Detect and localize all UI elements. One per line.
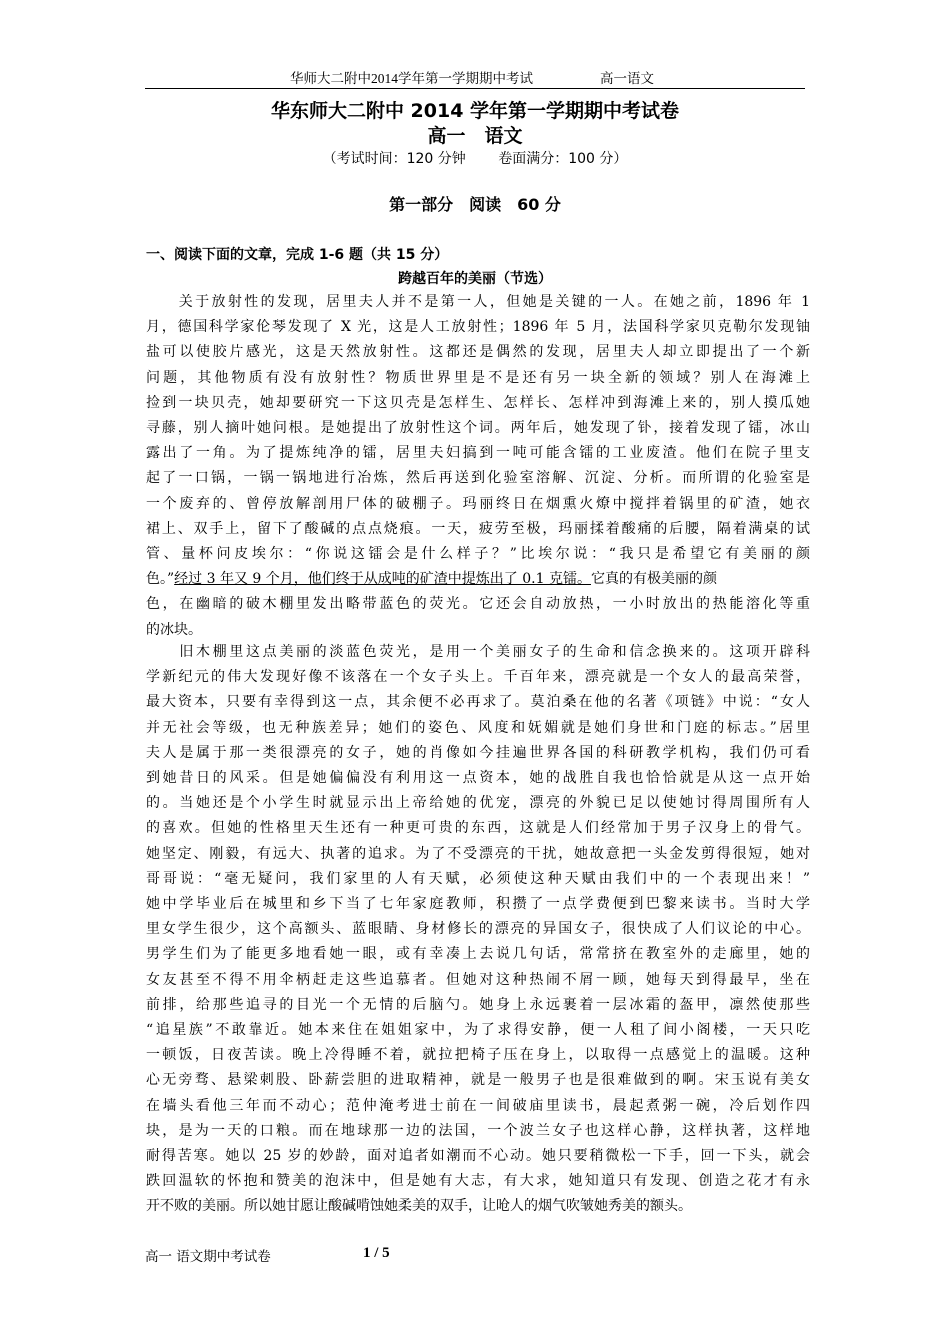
text-line: 问题，其他物质有没有放射性？物质世界里是不是还有另一块全新的领域？别人在海滩上	[146, 369, 810, 386]
exam-score: 卷面满分：100 分）	[498, 151, 628, 167]
text-line: 学新纪元的伟大发现好像不该落在一个女子头上。千百年来，漂亮就是一个女人的最高荣誉，	[146, 669, 810, 686]
text-line: 前排，给那些追寻的目光一个无情的后脑勺。她身上永远裹着一层冰霜的盔甲，凛然使那些	[146, 996, 810, 1013]
text-line: 起了一口锅，一锅一锅地进行冶炼，然后再送到化验室溶解、沉淀、分析。而所谓的化验室是	[146, 470, 810, 487]
question-heading: 一、阅读下面的文章，完成 1-6 题（共 15 分）	[146, 247, 449, 263]
text-line: 月，德国科学家伦琴发现了 X 光，这是人工放射性；1896 年 5 月，法国科学家贝克勒尔发现铀	[146, 319, 810, 336]
text-line: 一个废弃的、曾停放解剖用尸体的破棚子。玛丽终日在烟熏火燎中搅拌着锅里的矿渣，她衣	[146, 495, 810, 512]
text-line: 她中学毕业后在城里和乡下当了七年家庭教师，积攒了一点学费便到巴黎来读书。当时大学	[146, 896, 810, 912]
text-line: 里女学生很少，这个高额头、蓝眼睛、身材修长的漂亮的异国女子，很快成了人们议论的中心。	[146, 921, 810, 938]
text-line: 男学生们为了能更多地看她一眼，或有幸凑上去说几句话，常常挤在教室外的走廊里，她的	[146, 946, 810, 963]
exam-info	[0, 148, 950, 168]
exam-time: （考试时间：120 分钟	[322, 151, 466, 167]
text-line: 捡到一块贝壳，她却要研究一下这贝壳是怎样生、怎样长、怎样冲到海滩上来的，别人摸瓜她	[146, 394, 810, 411]
exam-subtitle: 高一 语文	[427, 125, 523, 147]
exam-title: 华东师大二附中 2014 学年第一学期期中考试卷	[270, 100, 680, 122]
text-line: 她坚定、刚毅，有远大、执著的追求。为了不受漂亮的干扰，她故意把一头金发剪得很短，她对	[146, 845, 810, 862]
text-line: 哥哥说：“毫无疑问，我们家里的人有天赋，必须使这种天赋由我们中的一个表现出来！”	[146, 870, 810, 887]
text-line	[146, 567, 810, 592]
underlined-sentence: 经过 3 年又 9 个月，他们终于从成吨的矿渣中提炼出了 0.1 克镭。	[174, 571, 591, 588]
text-line: 块，是为一天的口粮。而在地球那一边的法国，一个波兰女子也这样心静，这样执著，这样地	[146, 1122, 810, 1139]
text-line: 露出了一角。为了提炼纯净的镭，居里夫妇搞到一吨可能含镭的工业废渣。他们在院子里支	[146, 445, 810, 462]
text-line: 夫人是属于那一类很漂亮的女子，她的肖像如今挂遍世界各国的科研教学机构，我们仍可看	[146, 744, 810, 761]
text-line: 管、量杯问皮埃尔：“你说这镭会是什么样子？”比埃尔说：“我只是希望它有美丽的颜	[146, 546, 810, 562]
text-line: 并无社会等级，也无种族差异；她们的姿色、风度和妩媚就是她们身世和门庭的标志。”居里	[146, 719, 810, 736]
text-line: 的。当她还是个小学生时就显示出上帝给她的优宠，漂亮的外貌已足以使她讨得周围所有人	[146, 795, 810, 812]
text-line: 盐可以使胶片感光，这是天然放射性。这都还是偶然的发现，居里夫人却立即提出了一个新	[146, 344, 810, 361]
text-line: 一顿饭，日夜苦读。晚上冷得睡不着，就拉把椅子压在身上，以取得一点感觉上的温暖。这种	[146, 1047, 810, 1064]
text-line: 到她昔日的风采。但是她偏偏没有利用这一点资本，她的战胜自我也恰恰就是从这一点开始	[146, 770, 810, 786]
header-exam-name: 华师大二附中2014学年第一学期期中考试	[290, 71, 533, 86]
text-line: 开不败的美丽。所以她甘愿让酸碱啃蚀她柔美的双手，让呛人的烟气吹皱她秀美的额头。	[146, 1198, 692, 1215]
text-line: “追星族”不敢靠近。她本来住在姐姐家中，为了求得安静，便一人租了间小阁楼，一天只吃	[146, 1022, 810, 1038]
running-header	[145, 64, 805, 89]
text-line: 在墙头看他三年而不动心；范仲淹考进士前在一间破庙里读书，晨起煮粥一碗，冷后划作四	[146, 1097, 810, 1114]
text-line: 女友甚至不得不用伞柄赶走这些追慕者。但她对这种热闹不屑一顾，她每天到得最早，坐在	[146, 971, 810, 988]
text-line: 跌回温软的怀抱和赞美的泡沫中，但是她有大志，有大求，她知道只有发现、创造之花才有永	[146, 1173, 810, 1190]
text-line: 裙上、双手上，留下了酸碱的点点烧痕。一天，疲劳至极，玛丽揉着酸痛的后腰，隔着满桌的试	[146, 520, 810, 537]
text-line: 最大资本，只要有幸得到这一点，其余便不必再求了。莫泊桑在他的名著《项链》中说：“女人	[146, 694, 810, 711]
text-line: 的喜欢。但她的性格里天生还有一种更可贵的东西，这就是人们经常加于男子汉身上的骨气。	[146, 820, 810, 837]
text-line: 寻藤，别人摘叶她问根。是她提出了放射性这个词。两年后，她发现了钋，接着发现了镭，冰山	[146, 420, 810, 436]
text-line: 耐得苦寒。她以 25 岁的妙龄，面对追者如潮而不心动。她只要稍微松一下手，回一下头，就会	[146, 1148, 810, 1164]
page-number: 1 / 5	[363, 1245, 390, 1261]
section-heading: 第一部分 阅读 60 分	[389, 195, 561, 214]
article-title: 跨越百年的美丽（节选）	[398, 271, 552, 287]
text-line: 心无旁骛、悬梁刺股、卧薪尝胆的进取精神，就是一般男子也是很难做到的啊。宋玉说有美女	[146, 1072, 810, 1089]
footer-label: 高一 语文期中考试卷	[145, 1249, 271, 1265]
text-line: 旧木棚里这点美丽的淡蓝色荧光，是用一个美丽女子的生命和信念换来的。这项开辟科	[146, 644, 810, 660]
line-end: 它真的有极美丽的颜	[590, 571, 717, 588]
line-start: 色。”	[146, 571, 175, 588]
text-line: 关于放射性的发现，居里夫人并不是第一人，但她是关键的一人。在她之前，1896 年 1	[146, 294, 810, 310]
text-line: 色，在幽暗的破木棚里发出略带蓝色的荧光。它还会自动放热，一小时放出的热能溶化等重	[146, 596, 810, 613]
text-line: 的冰块。	[146, 621, 202, 638]
header-subject: 高一语文	[600, 71, 654, 86]
